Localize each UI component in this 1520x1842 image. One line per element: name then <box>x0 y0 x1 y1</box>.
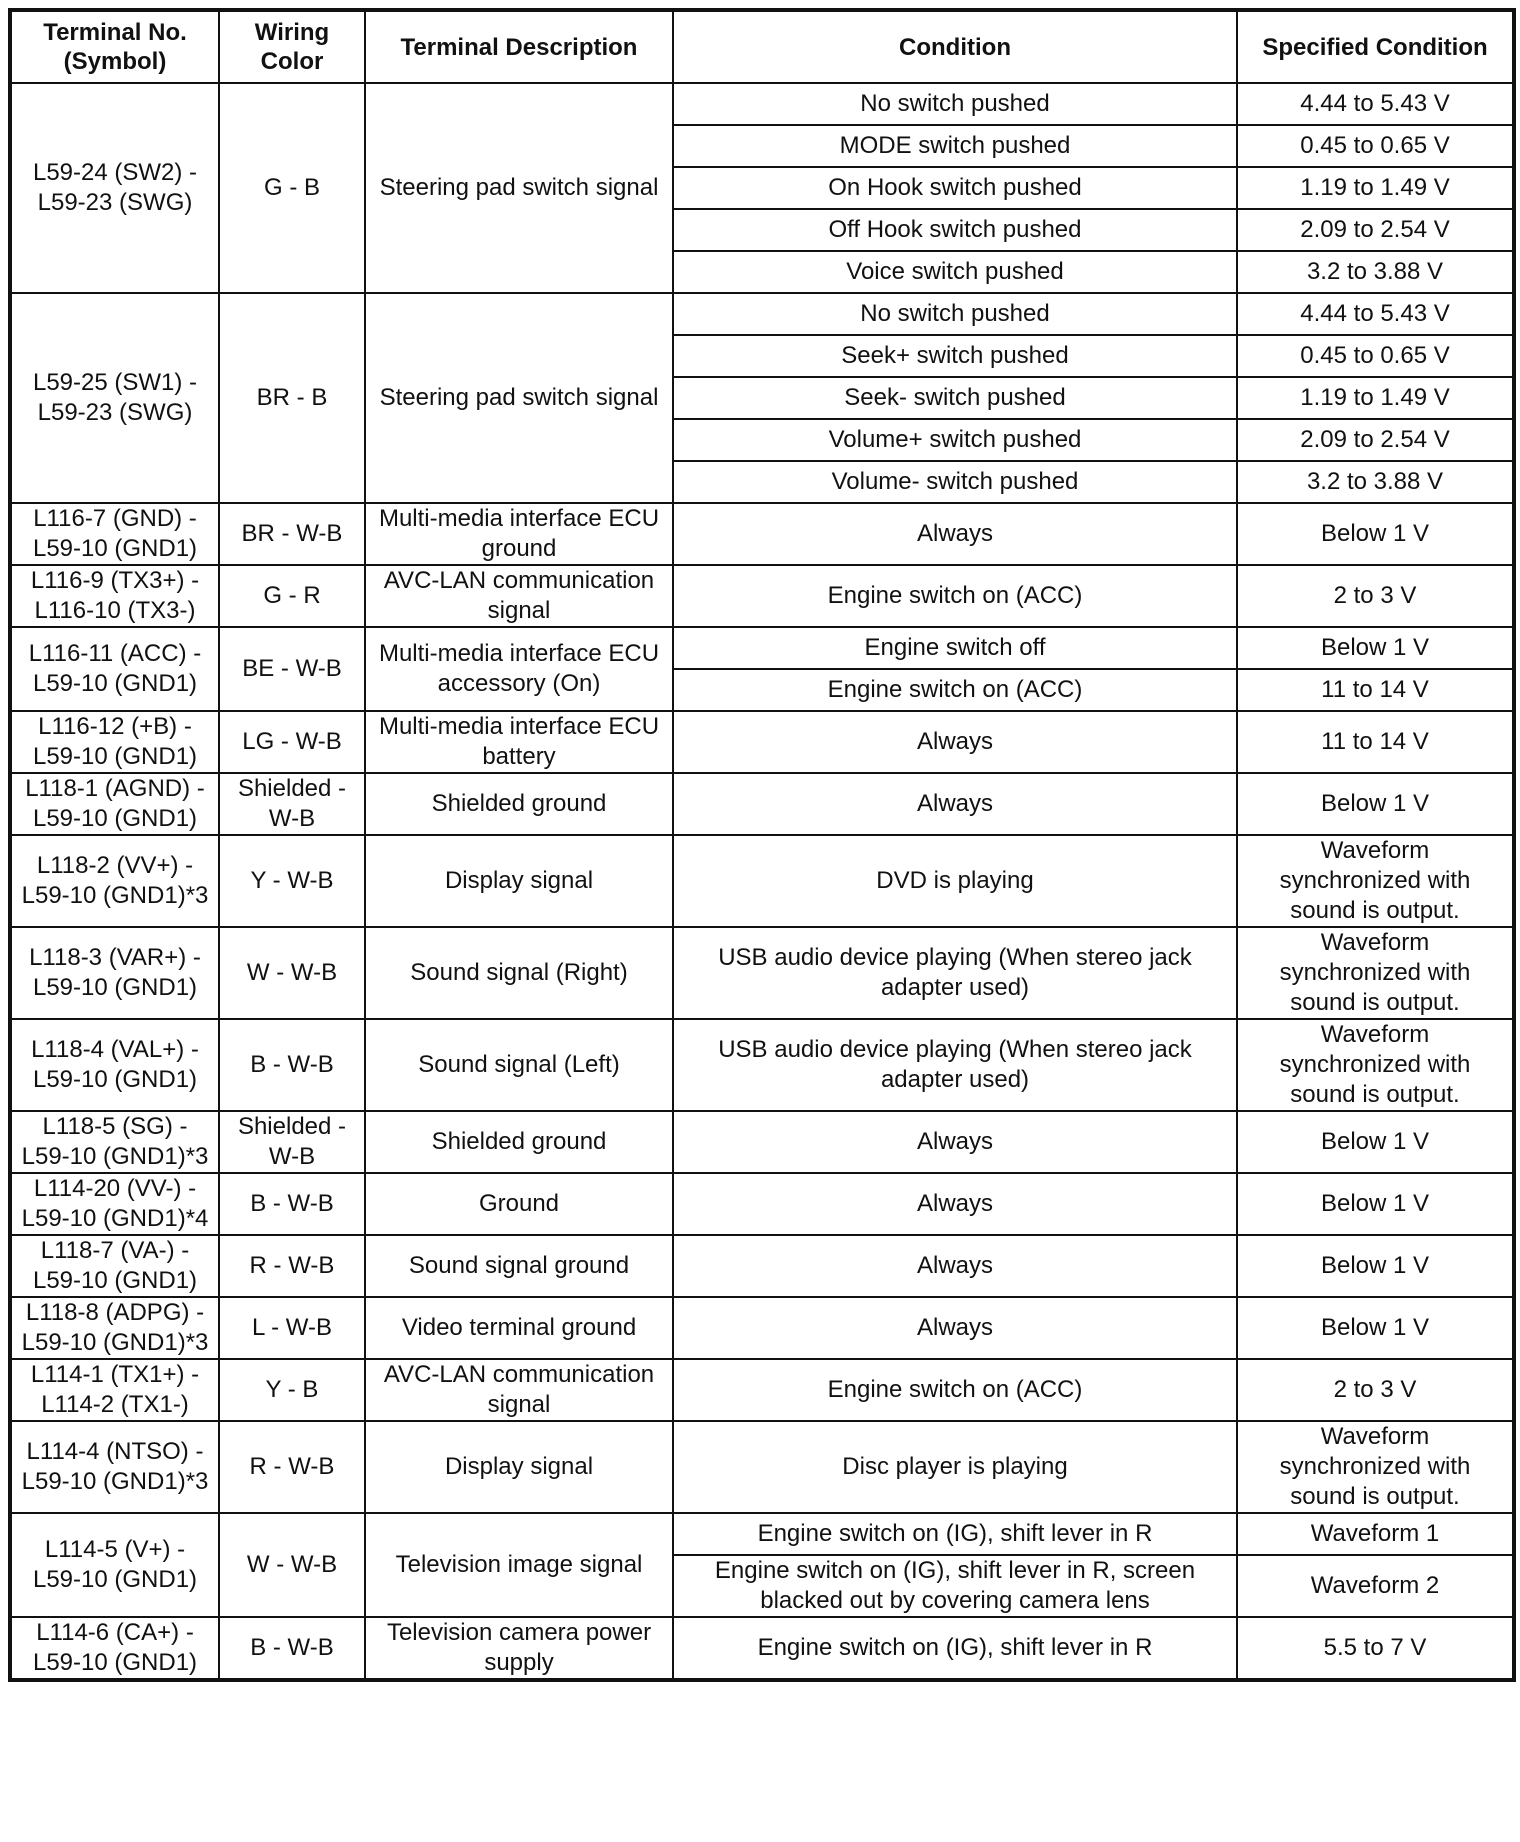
terminal-cell <box>10 1297 219 1359</box>
specified-cell-line: 0.45 to 0.65 V <box>1300 342 1450 369</box>
condition-cell-line: Always <box>916 1128 994 1155</box>
description-cell-line: Display signal <box>444 867 594 894</box>
condition-cell <box>673 1513 1237 1555</box>
terminal-cell-line: L118-3 (VAR+) - <box>29 944 201 971</box>
condition-cell-line: Volume+ switch pushed <box>828 426 1082 453</box>
description-cell-line: supply <box>484 1649 554 1676</box>
specified-cell-line: sound is output. <box>1290 1081 1460 1108</box>
description-cell <box>365 627 673 711</box>
specified-cell <box>1237 773 1514 835</box>
terminal-cell-line: L59-10 (GND1) <box>32 743 198 770</box>
specified-cell <box>1237 1421 1514 1513</box>
wiring-cell <box>219 711 365 773</box>
wiring-cell-line: Y - B <box>265 1376 319 1403</box>
wiring-cell <box>219 1617 365 1680</box>
wiring-cell-line: W-B <box>268 1143 316 1170</box>
specified-cell-line: Waveform 2 <box>1310 1572 1440 1599</box>
specified-cell-line: synchronized with <box>1279 959 1471 986</box>
terminal-cell-line: L114-6 (CA+) - <box>36 1619 194 1646</box>
specified-cell <box>1237 1297 1514 1359</box>
wiring-cell-line: G - B <box>263 174 320 201</box>
description-cell <box>365 1617 673 1680</box>
description-cell-line: Sound signal ground <box>408 1252 630 1279</box>
specified-cell-line: 4.44 to 5.43 V <box>1300 90 1450 117</box>
specified-cell-line: Waveform <box>1320 837 1430 864</box>
condition-cell <box>673 711 1237 773</box>
wiring-cell-line: BR - B <box>256 384 328 411</box>
specified-cell <box>1237 1235 1514 1297</box>
condition-cell-line: Engine switch on (ACC) <box>827 582 1083 609</box>
table-row <box>10 83 1514 125</box>
specified-cell <box>1237 125 1514 167</box>
condition-cell-line: Volume- switch pushed <box>831 468 1079 495</box>
wiring-cell-line: R - W-B <box>249 1252 335 1279</box>
description-cell <box>365 1359 673 1421</box>
terminal-cell-line: L118-2 (VV+) - <box>36 852 194 879</box>
terminal-cell <box>10 565 219 627</box>
specified-cell-line: Waveform 1 <box>1310 1520 1440 1547</box>
condition-cell <box>673 1235 1237 1297</box>
description-cell <box>365 835 673 927</box>
condition-cell <box>673 251 1237 293</box>
specified-cell-line: Below 1 V <box>1320 790 1430 817</box>
terminal-cell <box>10 627 219 711</box>
table-row <box>10 773 1514 835</box>
terminal-cell <box>10 1173 219 1235</box>
description-cell-line: Video terminal ground <box>401 1314 637 1341</box>
terminal-cell <box>10 83 219 293</box>
terminal-cell-line: L59-10 (GND1) <box>32 535 198 562</box>
specified-cell <box>1237 461 1514 503</box>
condition-cell-line: Engine switch on (IG), shift lever in R <box>757 1634 1153 1661</box>
terminal-cell <box>10 1421 219 1513</box>
specified-cell <box>1237 1617 1514 1680</box>
specified-cell-line: 1.19 to 1.49 V <box>1300 174 1450 201</box>
header-wiring-line: Color <box>260 48 324 75</box>
description-cell <box>365 83 673 293</box>
terminal-cell-line: L59-10 (GND1)*3 <box>21 882 209 909</box>
terminal-cell <box>10 1359 219 1421</box>
table-row <box>10 1235 1514 1297</box>
table-row <box>10 835 1514 927</box>
description-cell <box>365 1019 673 1111</box>
description-cell <box>365 927 673 1019</box>
specified-cell <box>1237 209 1514 251</box>
description-cell-line: Television camera power <box>386 1619 652 1646</box>
description-cell-line: signal <box>487 1391 551 1418</box>
description-cell <box>365 1235 673 1297</box>
table-row <box>10 1297 1514 1359</box>
terminal-cell <box>10 1019 219 1111</box>
terminal-cell-line: L59-23 (SWG) <box>37 189 193 216</box>
specified-cell <box>1237 835 1514 927</box>
header-terminal-line: Terminal No. <box>43 19 187 46</box>
description-cell-line: AVC-LAN communication <box>383 567 655 594</box>
specified-cell <box>1237 293 1514 335</box>
specified-cell-line: 2 to 3 V <box>1333 1376 1417 1403</box>
specified-cell <box>1237 335 1514 377</box>
condition-cell-line: No switch pushed <box>860 90 1050 117</box>
specified-cell-line: 5.5 to 7 V <box>1323 1634 1427 1661</box>
condition-cell <box>673 1111 1237 1173</box>
terminal-cell-line: L59-10 (GND1) <box>32 1267 198 1294</box>
table-row <box>10 627 1514 669</box>
description-cell-line: Ground <box>478 1190 560 1217</box>
wiring-cell <box>219 1513 365 1617</box>
table-row <box>10 1421 1514 1513</box>
terminal-cell-line: L114-5 (V+) - <box>44 1536 186 1563</box>
header-wiring <box>219 10 365 83</box>
condition-cell-line: Voice switch pushed <box>846 258 1064 285</box>
specified-cell-line: Below 1 V <box>1320 520 1430 547</box>
description-cell-line: Multi-media interface ECU <box>378 505 660 532</box>
specified-cell <box>1237 1513 1514 1555</box>
table-row <box>10 1111 1514 1173</box>
condition-cell-line: Always <box>916 728 994 755</box>
specified-cell-line: synchronized with <box>1279 867 1471 894</box>
wiring-cell <box>219 1359 365 1421</box>
specified-cell-line: sound is output. <box>1290 897 1460 924</box>
wiring-cell-line: B - W-B <box>250 1051 334 1078</box>
terminal-cell-line: L118-1 (AGND) - <box>25 775 205 802</box>
specified-cell-line: 11 to 14 V <box>1321 728 1429 755</box>
condition-cell <box>673 461 1237 503</box>
table-row <box>10 711 1514 773</box>
condition-cell-line: MODE switch pushed <box>839 132 1071 159</box>
header-terminal <box>10 10 219 83</box>
condition-cell <box>673 209 1237 251</box>
description-cell-line: Television image signal <box>395 1551 643 1578</box>
description-cell-line: Steering pad switch signal <box>379 174 659 201</box>
specified-cell <box>1237 1111 1514 1173</box>
condition-cell-line: USB audio device playing (When stereo jack <box>718 944 1192 971</box>
terminal-cell-line: L116-10 (TX3-) <box>34 597 196 624</box>
condition-cell <box>673 293 1237 335</box>
specified-cell-line: sound is output. <box>1290 989 1460 1016</box>
wiring-cell-line: B - W-B <box>250 1634 334 1661</box>
terminal-cell <box>10 293 219 503</box>
specified-cell-line: synchronized with <box>1279 1453 1471 1480</box>
condition-cell-line: Engine switch on (IG), shift lever in R, screen <box>714 1557 1196 1584</box>
specified-cell-line: Waveform <box>1320 929 1430 956</box>
table-row <box>10 565 1514 627</box>
condition-cell-line: Engine switch on (ACC) <box>827 676 1083 703</box>
header-condition: Condition <box>673 10 1237 83</box>
terminal-cell-line: L59-10 (GND1)*3 <box>21 1329 209 1356</box>
description-cell-line: Multi-media interface ECU <box>378 713 660 740</box>
specified-cell-line: 1.19 to 1.49 V <box>1300 384 1450 411</box>
terminal-cell <box>10 1617 219 1680</box>
header-description: Terminal Description <box>365 10 673 83</box>
specified-cell <box>1237 83 1514 125</box>
condition-cell-line: On Hook switch pushed <box>828 174 1082 201</box>
specified-cell <box>1237 419 1514 461</box>
specified-cell-line: Below 1 V <box>1320 1314 1430 1341</box>
terminal-cell-line: L59-24 (SW2) - <box>32 159 198 186</box>
description-cell-line: AVC-LAN communication <box>383 1361 655 1388</box>
condition-cell-line: USB audio device playing (When stereo jack <box>718 1036 1192 1063</box>
condition-cell-line: Off Hook switch pushed <box>828 216 1082 243</box>
condition-cell-line: Engine switch on (IG), shift lever in R <box>757 1520 1153 1547</box>
terminal-cell-line: L59-23 (SWG) <box>37 399 193 426</box>
condition-cell <box>673 1421 1237 1513</box>
condition-cell <box>673 503 1237 565</box>
terminal-cell-line: L59-10 (GND1) <box>32 974 198 1001</box>
condition-cell-line: adapter used) <box>880 1066 1030 1093</box>
condition-cell <box>673 167 1237 209</box>
terminal-cell-line: L59-10 (GND1)*3 <box>21 1143 209 1170</box>
condition-cell <box>673 1555 1237 1617</box>
wiring-cell-line: G - R <box>263 582 321 609</box>
wiring-cell <box>219 927 365 1019</box>
terminal-cell <box>10 1111 219 1173</box>
specified-cell-line: Below 1 V <box>1320 1252 1430 1279</box>
description-cell-line: Display signal <box>444 1453 594 1480</box>
wiring-cell <box>219 835 365 927</box>
page <box>8 8 1512 1682</box>
table-row <box>10 1513 1514 1555</box>
wiring-cell <box>219 293 365 503</box>
condition-cell-line: Engine switch on (ACC) <box>827 1376 1083 1403</box>
terminal-cell-line: L114-1 (TX1+) - <box>30 1361 200 1388</box>
header-wiring-line: Wiring <box>254 19 330 46</box>
wiring-cell <box>219 83 365 293</box>
terminal-cell-line: L59-10 (GND1) <box>32 1566 198 1593</box>
specified-cell <box>1237 1555 1514 1617</box>
wiring-cell <box>219 565 365 627</box>
terminal-cell-line: L59-10 (GND1) <box>32 1649 198 1676</box>
condition-cell <box>673 83 1237 125</box>
table-row <box>10 1173 1514 1235</box>
description-cell <box>365 711 673 773</box>
terminal-cell-line: L118-8 (ADPG) - <box>25 1299 205 1326</box>
condition-cell-line: Always <box>916 1190 994 1217</box>
terminal-cell-line: L59-10 (GND1) <box>32 670 198 697</box>
description-cell <box>365 1111 673 1173</box>
specified-cell <box>1237 1359 1514 1421</box>
description-cell <box>365 1297 673 1359</box>
condition-cell <box>673 669 1237 711</box>
wiring-cell <box>219 503 365 565</box>
terminal-cell-line: L114-4 (NTSO) - <box>26 1438 204 1465</box>
condition-cell-line: DVD is playing <box>876 867 1034 894</box>
wiring-cell-line: W-B <box>268 805 316 832</box>
terminal-cell <box>10 927 219 1019</box>
terminal-cell-line: L114-2 (TX1-) <box>41 1391 189 1418</box>
condition-cell <box>673 627 1237 669</box>
wiring-cell-line: B - W-B <box>250 1190 334 1217</box>
specified-cell-line: 11 to 14 V <box>1321 676 1429 703</box>
condition-cell <box>673 1173 1237 1235</box>
terminal-cell <box>10 1513 219 1617</box>
condition-cell-line: adapter used) <box>880 974 1030 1001</box>
condition-cell-line: No switch pushed <box>860 300 1050 327</box>
specified-cell <box>1237 1173 1514 1235</box>
specified-cell <box>1237 167 1514 209</box>
condition-cell <box>673 1359 1237 1421</box>
terminal-cell-line: L116-7 (GND) - <box>33 505 197 532</box>
wiring-cell-line: BE - W-B <box>242 655 342 682</box>
header-row <box>10 10 1514 83</box>
wiring-cell <box>219 773 365 835</box>
condition-cell <box>673 773 1237 835</box>
table-row <box>10 503 1514 565</box>
specified-cell-line: Waveform <box>1320 1423 1430 1450</box>
wiring-cell-line: Shielded - <box>237 1113 347 1140</box>
terminal-cell-line: L59-10 (GND1)*3 <box>21 1468 209 1495</box>
terminal-cell-line: L59-25 (SW1) - <box>32 369 198 396</box>
condition-cell-line: Disc player is playing <box>842 1453 1068 1480</box>
terminal-cell-line: L59-10 (GND1) <box>32 1066 198 1093</box>
wiring-cell <box>219 1421 365 1513</box>
terminal-cell-line: L116-11 (ACC) - <box>28 640 202 667</box>
condition-cell <box>673 377 1237 419</box>
description-cell <box>365 293 673 503</box>
description-cell <box>365 503 673 565</box>
specified-cell-line: Below 1 V <box>1320 1128 1430 1155</box>
table-body <box>10 83 1514 1680</box>
terminal-cell-line: L116-12 (+B) - <box>38 713 192 740</box>
condition-cell <box>673 1297 1237 1359</box>
terminal-spec-table <box>8 8 1516 1682</box>
description-cell-line: Shielded ground <box>431 1128 607 1155</box>
condition-cell <box>673 927 1237 1019</box>
description-cell <box>365 1513 673 1617</box>
description-cell-line: battery <box>482 743 556 770</box>
terminal-cell-line: L59-10 (GND1) <box>32 805 198 832</box>
terminal-cell-line: L118-5 (SG) - <box>42 1113 188 1140</box>
table-row <box>10 1617 1514 1680</box>
wiring-cell <box>219 1297 365 1359</box>
table-row <box>10 927 1514 1019</box>
terminal-cell-line: L118-4 (VAL+) - <box>31 1036 199 1063</box>
condition-cell <box>673 125 1237 167</box>
wiring-cell-line: BR - W-B <box>241 520 343 547</box>
wiring-cell <box>219 1111 365 1173</box>
wiring-cell-line: W - W-B <box>246 959 338 986</box>
condition-cell-line: Seek- switch pushed <box>844 384 1066 411</box>
specified-cell-line: 3.2 to 3.88 V <box>1306 258 1444 285</box>
description-cell-line: Sound signal (Left) <box>418 1051 620 1078</box>
condition-cell <box>673 335 1237 377</box>
description-cell <box>365 1421 673 1513</box>
wiring-cell-line: Y - W-B <box>250 867 334 894</box>
condition-cell-line: blacked out by covering camera lens <box>760 1587 1150 1614</box>
specified-cell <box>1237 1019 1514 1111</box>
description-cell-line: signal <box>487 597 551 624</box>
specified-cell-line: Below 1 V <box>1320 1190 1430 1217</box>
description-cell-line: accessory (On) <box>437 670 601 697</box>
specified-cell-line: Waveform <box>1320 1021 1430 1048</box>
condition-cell-line: Always <box>916 1252 994 1279</box>
terminal-cell <box>10 503 219 565</box>
terminal-cell <box>10 835 219 927</box>
specified-cell <box>1237 711 1514 773</box>
description-cell-line: Steering pad switch signal <box>379 384 659 411</box>
specified-cell-line: Below 1 V <box>1320 634 1430 661</box>
condition-cell-line: Always <box>916 790 994 817</box>
terminal-cell <box>10 1235 219 1297</box>
description-cell <box>365 1173 673 1235</box>
specified-cell-line: 0.45 to 0.65 V <box>1300 132 1450 159</box>
table-row <box>10 293 1514 335</box>
specified-cell <box>1237 669 1514 711</box>
wiring-cell-line: W - W-B <box>246 1551 338 1578</box>
condition-cell <box>673 565 1237 627</box>
wiring-cell-line: R - W-B <box>249 1453 335 1480</box>
description-cell-line: ground <box>481 535 557 562</box>
specified-cell-line: 2 to 3 V <box>1333 582 1417 609</box>
header-terminal-line: (Symbol) <box>63 48 167 75</box>
terminal-cell-line: L114-20 (VV-) - <box>33 1175 197 1202</box>
condition-cell <box>673 419 1237 461</box>
description-cell-line: Shielded ground <box>431 790 607 817</box>
specified-cell-line: 3.2 to 3.88 V <box>1306 468 1444 495</box>
condition-cell-line: Always <box>916 1314 994 1341</box>
condition-cell <box>673 1019 1237 1111</box>
specified-cell-line: 4.44 to 5.43 V <box>1300 300 1450 327</box>
terminal-cell-line: L116-9 (TX3+) - <box>30 567 200 594</box>
header-specified: Specified Condition <box>1237 10 1514 83</box>
wiring-cell <box>219 1019 365 1111</box>
description-cell <box>365 565 673 627</box>
wiring-cell <box>219 1173 365 1235</box>
condition-cell-line: Engine switch off <box>864 634 1046 661</box>
terminal-cell-line: L118-7 (VA-) - <box>40 1237 190 1264</box>
specified-cell-line: synchronized with <box>1279 1051 1471 1078</box>
wiring-cell-line: LG - W-B <box>242 728 342 755</box>
specified-cell-line: 2.09 to 2.54 V <box>1300 426 1450 453</box>
wiring-cell <box>219 1235 365 1297</box>
table-row <box>10 1019 1514 1111</box>
specified-cell <box>1237 503 1514 565</box>
description-cell <box>365 773 673 835</box>
wiring-cell-line: L - W-B <box>251 1314 332 1341</box>
condition-cell <box>673 1617 1237 1680</box>
condition-cell <box>673 835 1237 927</box>
specified-cell-line: 2.09 to 2.54 V <box>1300 216 1450 243</box>
description-cell-line: Sound signal (Right) <box>410 959 628 986</box>
table-row <box>10 1359 1514 1421</box>
specified-cell <box>1237 251 1514 293</box>
specified-cell-line: sound is output. <box>1290 1483 1460 1510</box>
condition-cell-line: Seek+ switch pushed <box>841 342 1069 369</box>
terminal-cell <box>10 773 219 835</box>
specified-cell <box>1237 927 1514 1019</box>
specified-cell <box>1237 377 1514 419</box>
terminal-cell <box>10 711 219 773</box>
specified-cell <box>1237 627 1514 669</box>
condition-cell-line: Always <box>916 520 994 547</box>
wiring-cell <box>219 627 365 711</box>
terminal-cell-line: L59-10 (GND1)*4 <box>21 1205 209 1232</box>
specified-cell <box>1237 565 1514 627</box>
description-cell-line: Multi-media interface ECU <box>378 640 660 667</box>
wiring-cell-line: Shielded - <box>237 775 347 802</box>
